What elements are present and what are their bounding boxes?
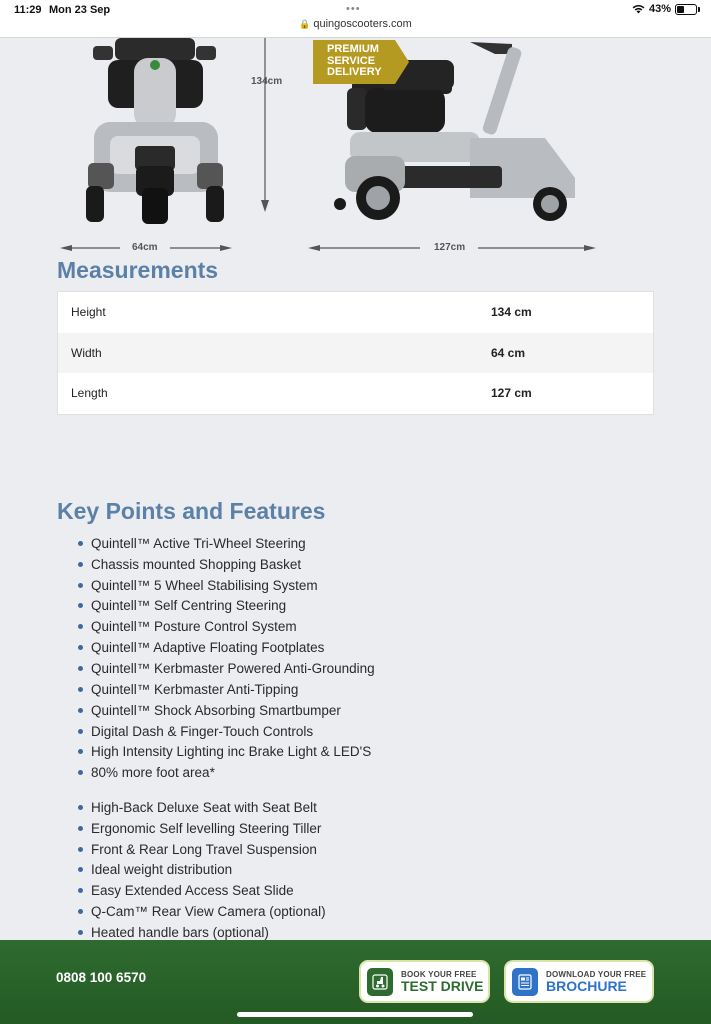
feature-text: Quintell™ Adaptive Floating Footplates xyxy=(91,640,325,656)
status-right xyxy=(632,3,697,15)
feature-list-item xyxy=(78,762,375,783)
feature-list-item xyxy=(78,721,375,742)
bullet-icon xyxy=(78,749,83,754)
status-date: Mon 23 Sep xyxy=(49,4,111,16)
feature-list-item xyxy=(78,637,375,658)
bullet-icon xyxy=(78,541,83,546)
product-dimensions-image xyxy=(0,38,711,258)
bullet-icon xyxy=(78,930,83,935)
table-row xyxy=(58,292,653,333)
bullet-icon xyxy=(78,603,83,608)
bullet-icon xyxy=(78,729,83,734)
feature-text: High Intensity Lighting inc Brake Light & LED'S xyxy=(91,744,372,760)
feature-list-item xyxy=(78,797,326,818)
feature-text: Chassis mounted Shopping Basket xyxy=(91,556,302,572)
bullet-icon xyxy=(78,666,83,671)
bullet-icon xyxy=(78,805,83,810)
measurements-table xyxy=(57,291,654,415)
bullet-icon xyxy=(78,708,83,713)
status-bar xyxy=(0,0,711,38)
bullet-icon xyxy=(78,645,83,650)
bullet-icon xyxy=(78,909,83,914)
measurement-value: 64 cm xyxy=(491,345,526,360)
lock-icon: 🔒 xyxy=(299,19,311,29)
phone-number-link[interactable]: 0808 100 6570 xyxy=(56,970,147,985)
book-test-drive-button[interactable] xyxy=(359,960,490,1003)
scooter-icon xyxy=(367,968,393,996)
bullet-icon xyxy=(78,770,83,775)
feature-text: Ergonomic Self levelling Steering Tiller xyxy=(91,820,322,836)
scooter-front-view xyxy=(86,38,224,224)
feature-list-item xyxy=(78,596,375,617)
table-row xyxy=(58,333,653,374)
feature-text: Quintell™ Posture Control System xyxy=(91,619,297,635)
battery-icon xyxy=(675,4,697,15)
measurement-label: Length xyxy=(71,386,108,401)
feature-text: Quintell™ Kerbmaster Anti-Tipping xyxy=(91,681,299,697)
measurement-label: Width xyxy=(71,345,102,360)
bullet-icon xyxy=(78,847,83,852)
feature-list-item xyxy=(78,700,375,721)
feature-text: Q-Cam™ Rear View Camera (optional) xyxy=(91,904,326,920)
feature-list-item xyxy=(78,616,375,637)
measurement-label: Height xyxy=(71,305,106,320)
feature-text: Easy Extended Access Seat Slide xyxy=(91,883,294,899)
features-list-primary xyxy=(78,533,375,783)
feature-list-item xyxy=(78,818,326,839)
url-text: quingoscooters.com xyxy=(313,18,412,30)
brochure-label: BROCHURE xyxy=(546,977,627,994)
home-indicator[interactable] xyxy=(237,1012,473,1017)
status-time: 11:29 xyxy=(14,4,42,16)
features-list-secondary xyxy=(78,797,326,943)
brochure-subtitle: DOWNLOAD YOUR FREE xyxy=(546,969,647,979)
premium-service-delivery-badge xyxy=(313,40,409,84)
feature-list-item xyxy=(78,658,375,679)
feature-list-item xyxy=(78,741,375,762)
feature-text: Quintell™ Kerbmaster Powered Anti-Grounding xyxy=(91,660,375,676)
feature-text: 80% more foot area* xyxy=(91,765,215,781)
length-dimension-label: 127cm xyxy=(434,242,466,253)
wifi-icon xyxy=(632,4,645,14)
feature-text: Quintell™ 5 Wheel Stabilising System xyxy=(91,577,318,593)
feature-list-item xyxy=(78,839,326,860)
feature-text: High-Back Deluxe Seat with Seat Belt xyxy=(91,799,317,815)
bullet-icon xyxy=(78,826,83,831)
feature-list-item xyxy=(78,880,326,901)
bullet-icon xyxy=(78,624,83,629)
bullet-icon xyxy=(78,687,83,692)
width-dimension-label: 64cm xyxy=(132,242,158,253)
measurements-heading: Measurements xyxy=(57,257,219,283)
feature-list-item xyxy=(78,860,326,881)
bullet-icon xyxy=(78,888,83,893)
table-row xyxy=(58,373,653,414)
feature-list-item xyxy=(78,554,375,575)
feature-list-item xyxy=(78,901,326,922)
feature-text: Heated handle bars (optional) xyxy=(91,924,269,940)
feature-list-item xyxy=(78,679,375,700)
feature-text: Quintell™ Shock Absorbing Smartbumper xyxy=(91,702,341,718)
test-drive-label: TEST DRIVE xyxy=(401,977,484,994)
feature-text: Quintell™ Self Centring Steering xyxy=(91,598,287,614)
feature-list-item xyxy=(78,575,375,596)
features-heading: Key Points and Features xyxy=(57,498,326,524)
bullet-icon xyxy=(78,867,83,872)
brochure-icon xyxy=(512,968,538,996)
feature-text: Digital Dash & Finger-Touch Controls xyxy=(91,723,314,739)
bullet-icon xyxy=(78,562,83,567)
feature-text: Ideal weight distribution xyxy=(91,862,233,878)
feature-text: Front & Rear Long Travel Suspension xyxy=(91,841,317,857)
address-bar[interactable] xyxy=(0,18,711,30)
height-dimension-label: 134cm xyxy=(251,76,283,87)
feature-list-item xyxy=(78,533,375,554)
badge-text: PREMIUM SERVICE DELIVERY xyxy=(327,43,382,78)
battery-fill xyxy=(677,6,684,13)
measurement-value: 134 cm xyxy=(491,305,532,320)
multitasking-dots[interactable]: ••• xyxy=(346,3,361,15)
bullet-icon xyxy=(78,583,83,588)
feature-text: Quintell™ Active Tri-Wheel Steering xyxy=(91,535,306,551)
measurement-value: 127 cm xyxy=(491,386,532,401)
test-drive-subtitle: BOOK YOUR FREE xyxy=(401,969,477,979)
battery-percent: 43% xyxy=(648,3,671,15)
download-brochure-button[interactable] xyxy=(504,960,654,1003)
